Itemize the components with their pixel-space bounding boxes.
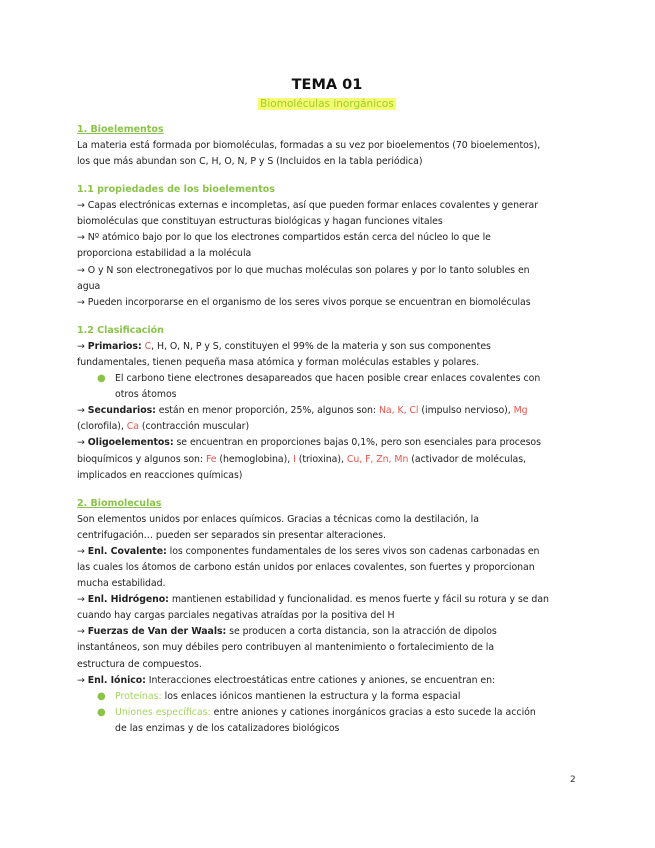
term-label: Proteínas: (115, 690, 162, 702)
text-run: (activador de moléculas, (408, 453, 526, 465)
secundarios-line (77, 403, 577, 419)
vanderwaals-line (77, 624, 577, 640)
paragraph-line: los que más abundan son C, H, O, N, P y S (Incluidos en la tabla periódica) (77, 156, 423, 168)
text-run: Interacciones electroestáticas entre cationes y aniones, se encuentran en: (145, 674, 496, 686)
hidrogeno-line (77, 592, 577, 608)
paragraph-line: → Pueden incorporarse en el organismo de los seres vivos porque se encuentran en biomoléculas (77, 296, 531, 308)
element-highlight: C (144, 340, 152, 352)
text-run: bioquímicos y algunos son: (77, 453, 206, 465)
paragraph-line: fundamentales, tienen pequeña masa atómica y forman moléculas estables y polares. (77, 356, 480, 368)
text-run: otros átomos (115, 389, 177, 401)
covalente-line (77, 544, 577, 560)
paragraph-line: cuando hay cargas parciales negativas atraídas por la positiva del H (77, 610, 395, 622)
paragraph-line: las cuales los átomos de carbono están unidos por enlaces covalentes, son fuertes y proporcionan (77, 561, 535, 573)
section-heading-bioelementos: 1. Bioelementos (77, 124, 164, 135)
element-highlight: I (293, 453, 296, 465)
paragraph-line: agua (77, 280, 101, 292)
element-highlight: Fe (205, 453, 217, 465)
term-label: Enl. Hidrógeno: (87, 594, 169, 606)
term-label: Enl. Covalente: (87, 545, 167, 557)
arrow: → (77, 405, 88, 417)
text-run: El carbono tiene electrones desapareados que hacen posible crear enlaces covalentes con (115, 373, 541, 385)
term-label: Uniones específicas: (115, 706, 211, 718)
term-label: Secundarios: (87, 405, 156, 417)
oligoelementos-line-2 (77, 452, 577, 468)
secundarios-line-2 (77, 419, 577, 435)
paragraph-line: centrifugación… pueden ser separados sin presentar alteraciones. (77, 529, 386, 541)
text-run: se encuentran en proporciones bajas 0,1%, pero son esenciales para procesos (173, 437, 541, 449)
section-heading-propiedades: 1.1 propiedades de los bioelementos (77, 184, 275, 196)
page-content (77, 76, 577, 737)
bullet-icon: ● (97, 706, 106, 718)
subtitle-line (77, 95, 577, 111)
text-run: (hemoglobina), (216, 453, 294, 465)
arrow: → (77, 340, 88, 352)
term-label: Oligoelementos: (87, 437, 174, 449)
paragraph-line: implicados en reacciones químicas) (77, 469, 243, 481)
paragraph-line: → Capas electrónicas externas e incompletas, así que pueden formar enlaces covalentes y generar (77, 200, 538, 212)
text-run: de las enzimas y de los catalizadores biológicos (115, 722, 340, 734)
text-run: (contracción muscular) (138, 421, 250, 433)
element-highlight: Ca (126, 421, 139, 433)
text-run: (impulso nervioso), (418, 405, 514, 417)
arrow: → (77, 626, 88, 638)
term-label: Enl. Iónico: (87, 674, 146, 686)
arrow: → (77, 674, 88, 686)
oligoelementos-line (77, 435, 577, 451)
section-heading-biomoleculas: 2. Biomoleculas (77, 497, 162, 509)
element-highlight: Na, K, Cl (378, 405, 419, 417)
bullet-icon: ● (97, 690, 106, 702)
term-label: Fuerzas de Van der Waals: (87, 626, 227, 638)
text-run: , H, O, N, P y S, constituyen el 99% de la materia y son sus componentes (151, 340, 491, 352)
paragraph-line: → O y N son electronegativos por lo que muchas moléculas son polares y por lo tanto solubles en (77, 264, 530, 276)
page-number: 2 (570, 775, 576, 785)
term-label: Primarios: (87, 340, 142, 352)
text-run: están en menor proporción, 25%, algunos son: (155, 405, 379, 417)
list-item (97, 689, 577, 705)
primarios-line (77, 339, 577, 355)
section-heading-clasificacion: 1.2 Clasificación (77, 324, 164, 336)
arrow: → (77, 545, 88, 557)
paragraph-line: → Nº atómico bajo por lo que los electrones compartidos están cerca del núcleo lo que le (77, 232, 491, 244)
page-subtitle: Biomoléculas inorgánicos (260, 98, 394, 110)
text-run: mantienen estabilidad y funcionalidad. es menos fuerte y fácil su rotura y se dan (168, 594, 549, 606)
element-highlight: Mg (513, 405, 528, 417)
paragraph-line: instantáneos, son muy débiles pero contribuyen al mantenimiento o fortalecimiento de la (77, 642, 495, 654)
element-highlight: Cu, F, Zn, Mn (346, 453, 409, 465)
paragraph-line: mucha estabilidad. (77, 578, 166, 590)
paragraph-line: biomoléculas que constituyan estructuras biológicas y hagan funciones vitales (77, 216, 443, 228)
paragraph-line: proporciona estabilidad a la molécula (77, 248, 252, 260)
text-run: (trioxina), (295, 453, 347, 465)
arrow: → (77, 437, 88, 449)
bullet-list (77, 371, 577, 403)
text-run: los componentes fundamentales de los seres vivos son cadenas carbonadas en (166, 545, 540, 557)
page-title: TEMA 01 (291, 77, 363, 93)
text-run: se producen a corta distancia, son la atracción de dipolos (226, 626, 497, 638)
text-run: entre aniones y cationes inorgánicos gracias a esto sucede la acción (210, 706, 536, 718)
ionico-line (77, 673, 577, 689)
arrow: → (77, 594, 88, 606)
paragraph-line: La materia está formada por biomoléculas, formadas a su vez por bioelementos (70 bioelementos), (77, 140, 541, 151)
paragraph-line: Son elementos unidos por enlaces químicos. Gracias a técnicas como la destilación, la (77, 513, 479, 525)
paragraph-line: estructura de compuestos. (77, 658, 202, 670)
bullet-list (77, 689, 577, 737)
bullet-icon: ● (97, 373, 106, 385)
text-run: (clorofila), (77, 421, 127, 433)
text-run: los enlaces iónicos mantienen la estructura y la forma espacial (161, 690, 461, 702)
list-item (97, 705, 577, 737)
list-item (97, 371, 577, 403)
